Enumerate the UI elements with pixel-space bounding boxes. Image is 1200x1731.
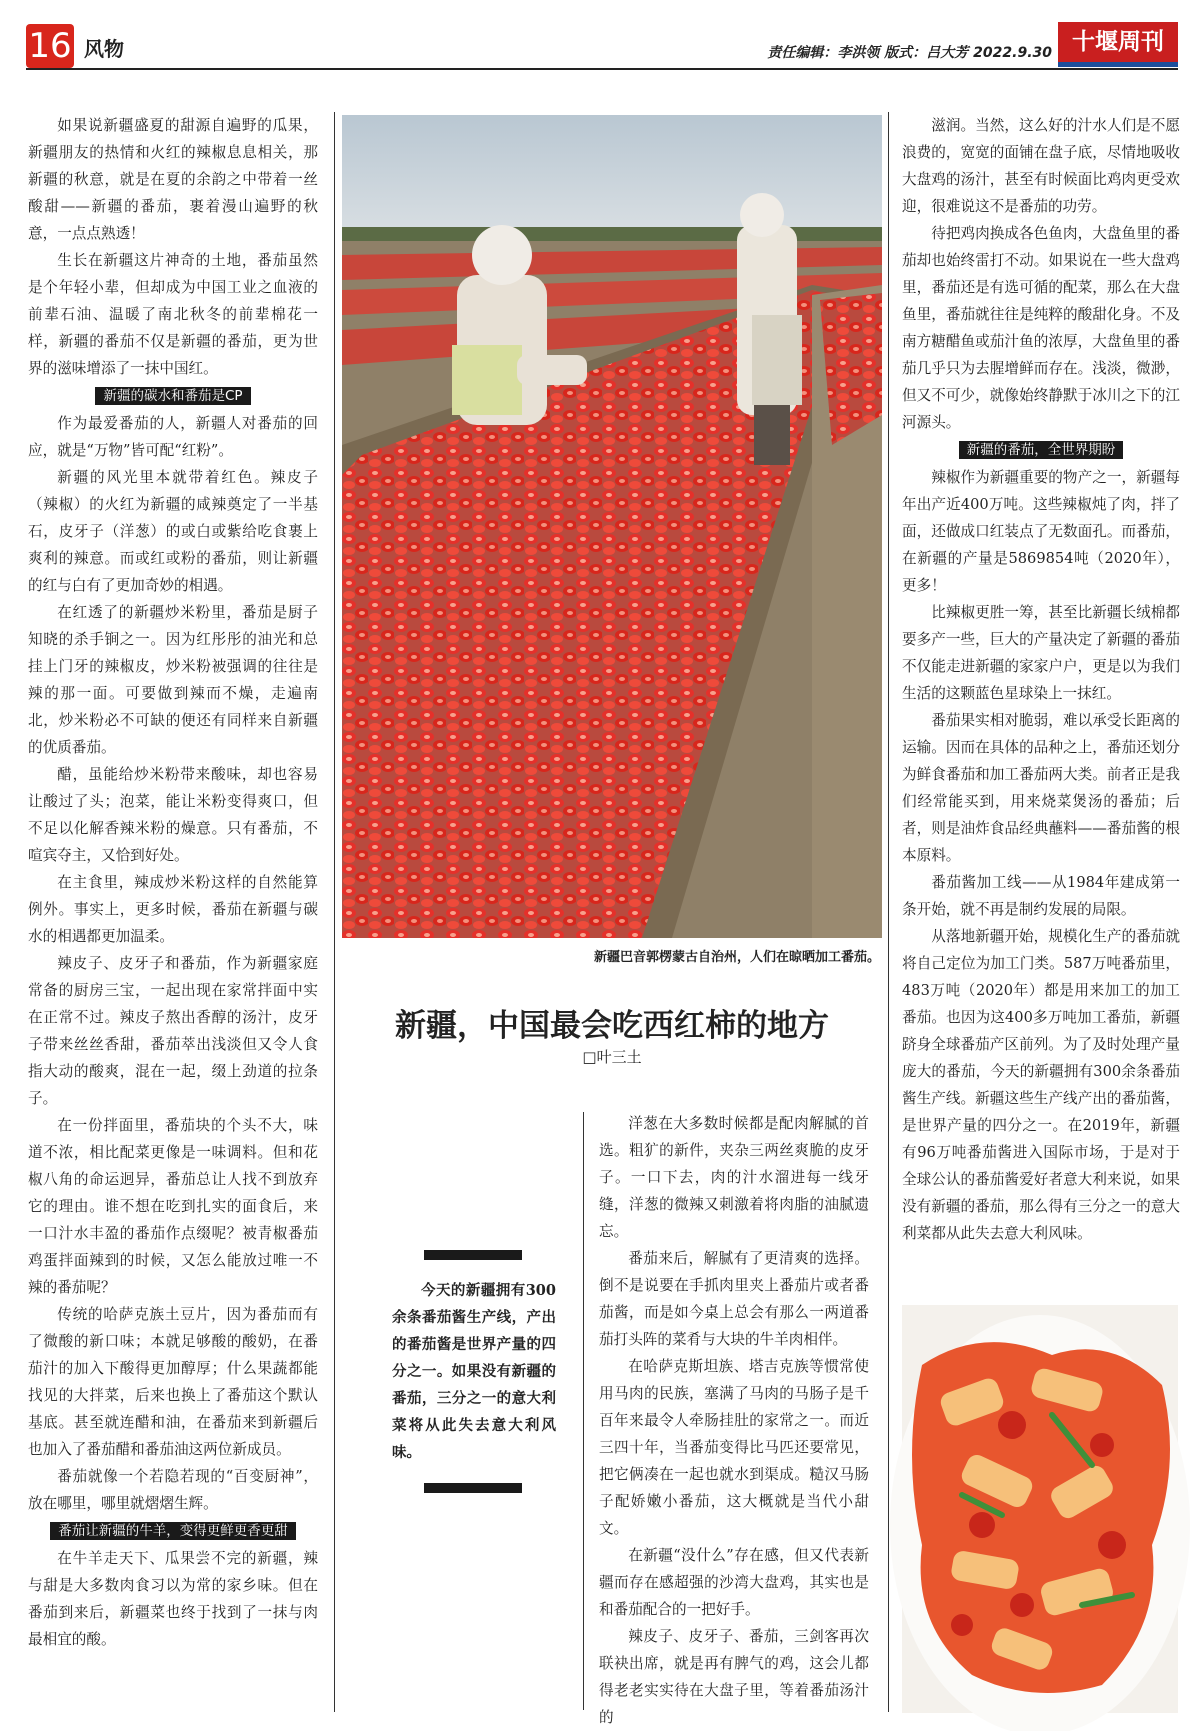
paragraph: 辣皮子、皮牙子、番茄，三剑客再次联袂出席，就是再有脾气的鸡，这会儿都得老老实实待在大盘子里，等着番茄汤汁的 [599,1628,869,1726]
paragraph: 醋，虽能给炒米粉带来酸味，却也容易让酸过了头；泡菜，能让米粉变得爽口，但不足以化解香辣米粉的燥意。只有番茄，不喧宾夺主，又恰到好处。 [28,766,318,864]
paragraph: 在牛羊走天下、瓜果尝不完的新疆，辣与甜是大多数肉食习以为常的家乡味。但在番茄到来后，新疆菜也终于找到了一抹与肉最相宜的酸。 [28,1550,318,1648]
paragraph: 番茄果实相对脆弱，难以承受长距离的运输。因而在具体的品种之上，番茄还划分为鲜食番茄和加工番茄两大类。前者正是我们经常能买到，用来烧菜煲汤的番茄；后者，则是油炸食品经典蘸料——番茄酱的根本原料。 [902,712,1180,864]
paragraph: 番茄就像一个若隐若现的“百变厨神”，放在哪里，哪里就熠熠生辉。 [28,1468,318,1512]
paragraph: 在新疆“没什么”存在感，但又代表新疆而存在感超强的沙湾大盘鸡，其实也是和番茄配合的一把好手。 [599,1547,869,1618]
paragraph: 辣皮子、皮牙子和番茄，作为新疆家庭常备的厨房三宝，一起出现在家常拌面中实在正常不过。辣皮子熬出香醇的汤汁，皮牙子带来丝丝香甜，番茄萃出浅淡但又令人食指大动的酸爽，混在一起，缀上劲道的拉条子。 [28,955,318,1107]
paragraph: 洋葱在大多数时候都是配肉解腻的首选。粗犷的新件，夹杂三两丝爽脆的皮牙子。一口下去，肉的汁水溜进每一线牙缝，洋葱的微辣又刺激着将肉脂的油腻遗忘。 [599,1115,869,1240]
paragraph: 从落地新疆开始，规模化生产的番茄就将自己定位为加工门类。587万吨番茄里，483万吨（2020年）都是用来加工的加工番茄。也因为这400多万吨加工番茄，新疆跻身全球番茄产区前列。为了及时处理产量庞大的番茄，今天的新疆拥有300余条番茄酱生产线。新疆这些生产线产出的番茄酱，是世界产量的四分之一。在2019年，新疆有96万吨番茄酱进入国际市场，于是对于全球公认的番茄酱爱好者意大利来说，如果没有新疆的番茄，那么得有三分之一的意大利菜都从此失去意大利风味。 [902,928,1180,1242]
paragraph: 作为最爱番茄的人，新疆人对番茄的回应，就是“万物”皆可配“红粉”。 [28,415,318,459]
paragraph: 在主食里，辣成炒米粉这样的自然能算例外。事实上，更多时候，番茄在新疆与碳水的相遇都更加温柔。 [28,874,318,945]
pullquote-bar [424,1250,522,1260]
masthead-logo: 十堰周刊 [1058,22,1178,62]
pullquote-bar [424,1483,522,1493]
pull-quote: 今天的新疆拥有300余条番茄酱生产线，产出的番茄酱是世界产量的四分之一。如果没有新疆的番茄，三分之一的意大利菜将从此失去意大利风味。 [392,1282,556,1461]
tomato-dish-photo [902,1305,1178,1713]
paragraph: 新疆的风光里本就带着红色。辣皮子（辣椒）的火红为新疆的咸辣奠定了一半基石，皮牙子（洋葱）的或白或紫给吃食裹上爽利的辣意。而或红或粉的番茄，则让新疆的红与白有了更加奇妙的相遇。 [28,469,318,594]
text-column-right [902,112,1180,1292]
article-headline: 新疆，中国最会吃西红柿的地方 [395,1008,829,1044]
paragraph: 比辣椒更胜一筹，甚至比新疆长绒棉都要多产一些，巨大的产量决定了新疆的番茄不仅能走进新疆的家家户户，更是以为我们生活的这颗蓝色星球染上一抹红。 [902,604,1180,702]
photo-caption: 新疆巴音郭楞蒙古自治州，人们在晾晒加工番茄。 [593,950,880,965]
column-rule [583,1112,584,1710]
subheading: 新疆的碳水和番茄是CP [28,382,318,410]
subheading: 新疆的番茄，全世界期盼 [902,436,1180,464]
header-rule [26,68,1178,70]
paragraph: 在哈萨克斯坦族、塔吉克族等惯常使用马肉的民族，塞满了马肉的马肠子是千百年来最令人牵肠挂肚的家常之一。而近三四十年，当番茄变得比马匹还要常见，把它俩凑在一起也就水到渠成。糙汉马肠子配娇嫩小番茄，这大概就是当代小甜文。 [599,1358,869,1537]
text-column-left [28,112,318,1717]
paragraph: 辣椒作为新疆重要的物产之一，新疆每年出产近400万吨。这些辣椒炖了肉，拌了面，还做成口红装点了无数面孔。而番茄，在新疆的产量是5869854吨（2020年），更多！ [902,469,1180,594]
paragraph: 滋润。当然，这么好的汁水人们是不愿浪费的，宽宽的面铺在盘子底，尽情地吸收大盘鸡的汤汁，甚至有时候面比鸡肉更受欢迎，很难说这不是番茄的功劳。 [902,117,1180,215]
column-rule [334,112,335,1712]
paragraph: 如果说新疆盛夏的甜源自遍野的瓜果，新疆朋友的热情和火红的辣椒息息相关，那新疆的秋意，就是在夏的余韵之中带着一丝酸甜——新疆的番茄，裹着漫山遍野的秋意，一点点熟透！ [28,117,318,242]
paragraph: 待把鸡肉换成各色鱼肉，大盘鱼里的番茄却也始终雷打不动。如果说在一些大盘鸡里，番茄还是有选可循的配菜，那么在大盘鱼里，番茄就往往是纯粹的酸甜化身。不及南方糖醋鱼或茄汁鱼的浓厚，大盘鱼里的番茄几乎只为去腥增鲜而存在。浅淡，微渺，但又不可少，就像始终静默于冰川之下的江河源头。 [902,225,1180,431]
masthead-bar [1058,62,1178,67]
paragraph: 在一份拌面里，番茄块的个头不大，味道不浓，相比配菜更像是一味调料。但和花椒八角的命运迥异，番茄总让人找不到放弃它的理由。谁不想在吃到扎实的面食后，来一口汁水丰盈的番茄作点缀呢？被青椒番茄鸡蛋拌面辣到的时候，又怎么能放过唯一不辣的番茄呢？ [28,1117,318,1296]
paragraph: 在红透了的新疆炒米粉里，番茄是厨子知晓的杀手锏之一。因为红彤彤的油光和总挂上门牙的辣椒皮，炒米粉被强调的往往是辣的那一面。可要做到辣而不燥，走遍南北，炒米粉必不可缺的便还有同样来自新疆的优质番茄。 [28,604,318,756]
tomato-drying-photo [342,115,882,938]
paragraph: 番茄来后，解腻有了更清爽的选择。倒不是说要在手抓肉里夹上番茄片或者番茄酱，而是如今桌上总会有那么一两道番茄打头阵的菜肴与大块的牛羊肉相伴。 [599,1250,869,1348]
column-rule [888,112,889,1712]
byline: □叶三土 [582,1048,642,1066]
paragraph: 传统的哈萨克族土豆片，因为番茄而有了微酸的新口味；本就足够酸的酸奶，在番茄汁的加入下酸得更加醇厚；什么果蔬都能找见的大拌菜，后来也换上了番茄这个默认基底。甚至就连醋和油，在番茄来到新疆后也加入了番茄醋和番茄油这两位新成员。 [28,1306,318,1458]
page-number: 16 [26,24,74,68]
text-column-middle [599,1110,869,1726]
paragraph: 番茄酱加工线——从1984年建成第一条开始，就不再是制约发展的局限。 [902,874,1180,918]
subheading: 番茄让新疆的牛羊，变得更鲜更香更甜 [28,1517,318,1545]
section-title: 风物 [84,37,124,61]
paragraph: 生长在新疆这片神奇的土地，番茄虽然是个年轻小辈，但却成为中国工业之血液的前辈石油、温暖了南北秋冬的前辈棉花一样，新疆的番茄不仅是新疆的番茄，更为世界的滋味增添了一抹中国红。 [28,252,318,377]
editor-meta: 责任编辑：李洪领 版式：吕大芳 2022.9.30 [767,45,1052,61]
